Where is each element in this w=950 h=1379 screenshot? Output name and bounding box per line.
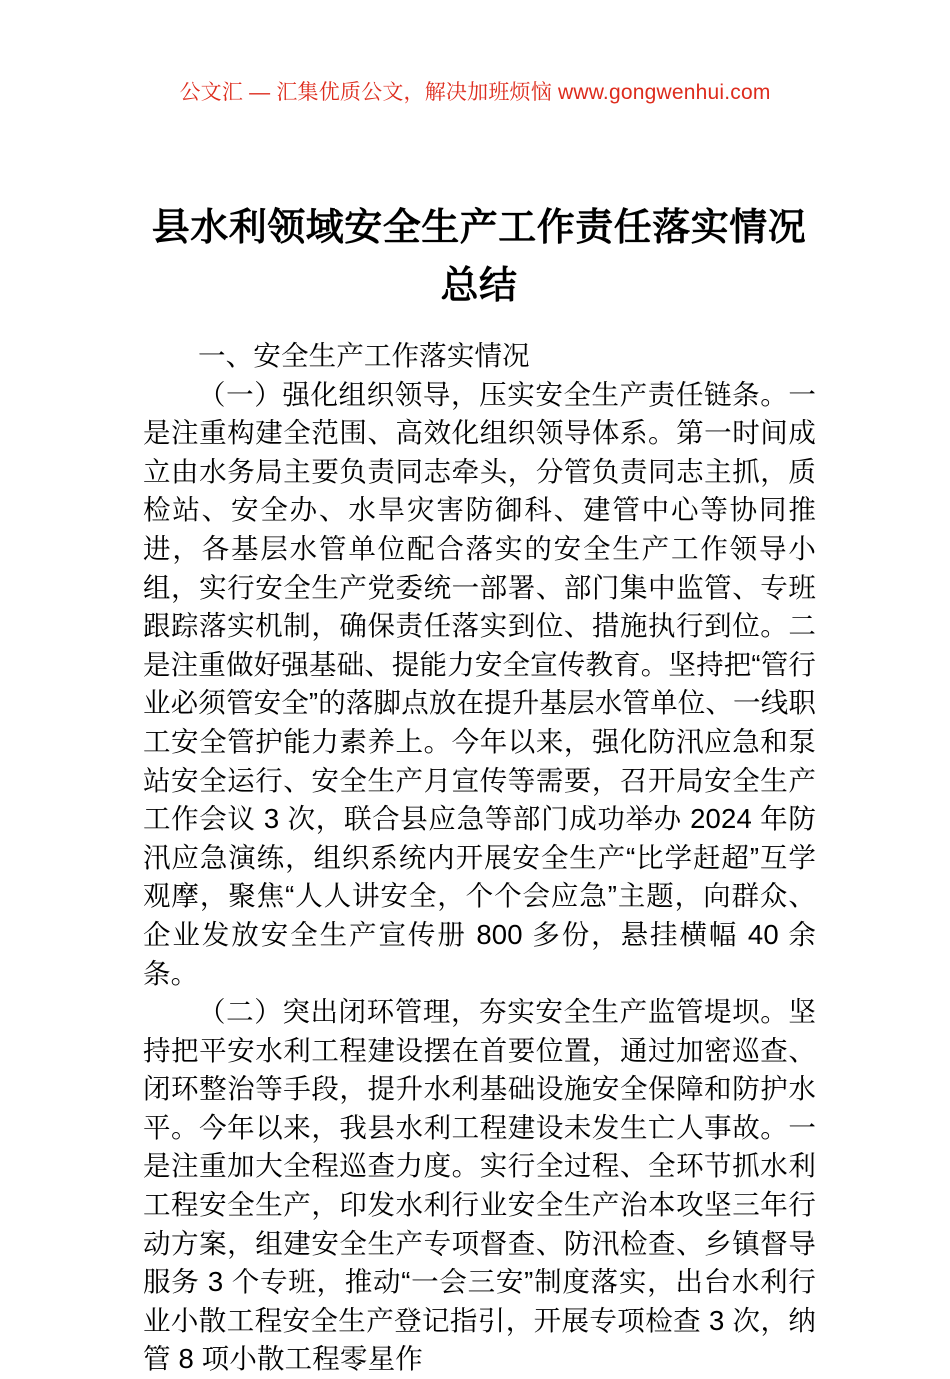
section-heading-paragraph: 一、安全生产工作落实情况 <box>198 340 530 371</box>
page-title: 县水利领域安全生产工作责任落实情况总结 <box>151 207 807 308</box>
body-paragraph: （二）突出闭环管理，夯实安全生产监管堤坝。坚持把平安水利工程建设摆在首要位置，通过加密巡查、闭环整治等手段，提升水利基础设施安全保障和防护水平。今年以来，我县水利工程建设未发生亡人事故。一是注重加大全程巡查力度。实行全过程、全环节抓水利工程安全生产，印发水利行业安全生产治本攻坚三年行动方案，组建安全生产专项督查、防汛检查、乡镇督导服务 3 个专班，推动“一会三安”制度落实，出台水利行业小散工程安全生产登记指引，开展专项检查 3 次，纳管 8 项小散工程零星作 <box>143 996 816 1375</box>
watermark-text: 公文汇 — 汇集优质公文，解决加班烦恼 www.gongwenhui.com <box>179 81 771 104</box>
watermark-banner <box>0 78 950 108</box>
document-body <box>143 337 816 1379</box>
body-paragraph: （一）强化组织领导，压实安全生产责任链条。一是注重构建全范围、高效化组织领导体系。第一时间成立由水务局主要负责同志牵头，分管负责同志主抓，质检站、安全办、水旱灾害防御科、建管中心等协同推进，各基层水管单位配合落实的安全生产工作领导小组，实行安全生产党委统一部署、部门集中监管、专班跟踪落实机制，确保责任落实到位、措施执行到位。二是注重做好强基础、提能力安全宣传教育。坚持把“管行业必须管安全”的落脚点放在提升基层水管单位、一线职工安全管护能力素养上。今年以来，强化防汛应急和泵站安全运行、安全生产月宣传等需要，召开局安全生产工作会议 3 次，联合县应急等部门成功举办 2024 年防汛应急演练，组织系统内开展安全生产“比学赶超”互学观摩，聚焦“人人讲安全，个个会应急”主题，向群众、企业发放安全生产宣传册 800 多份，悬挂横幅 40 余条。 <box>143 378 816 989</box>
